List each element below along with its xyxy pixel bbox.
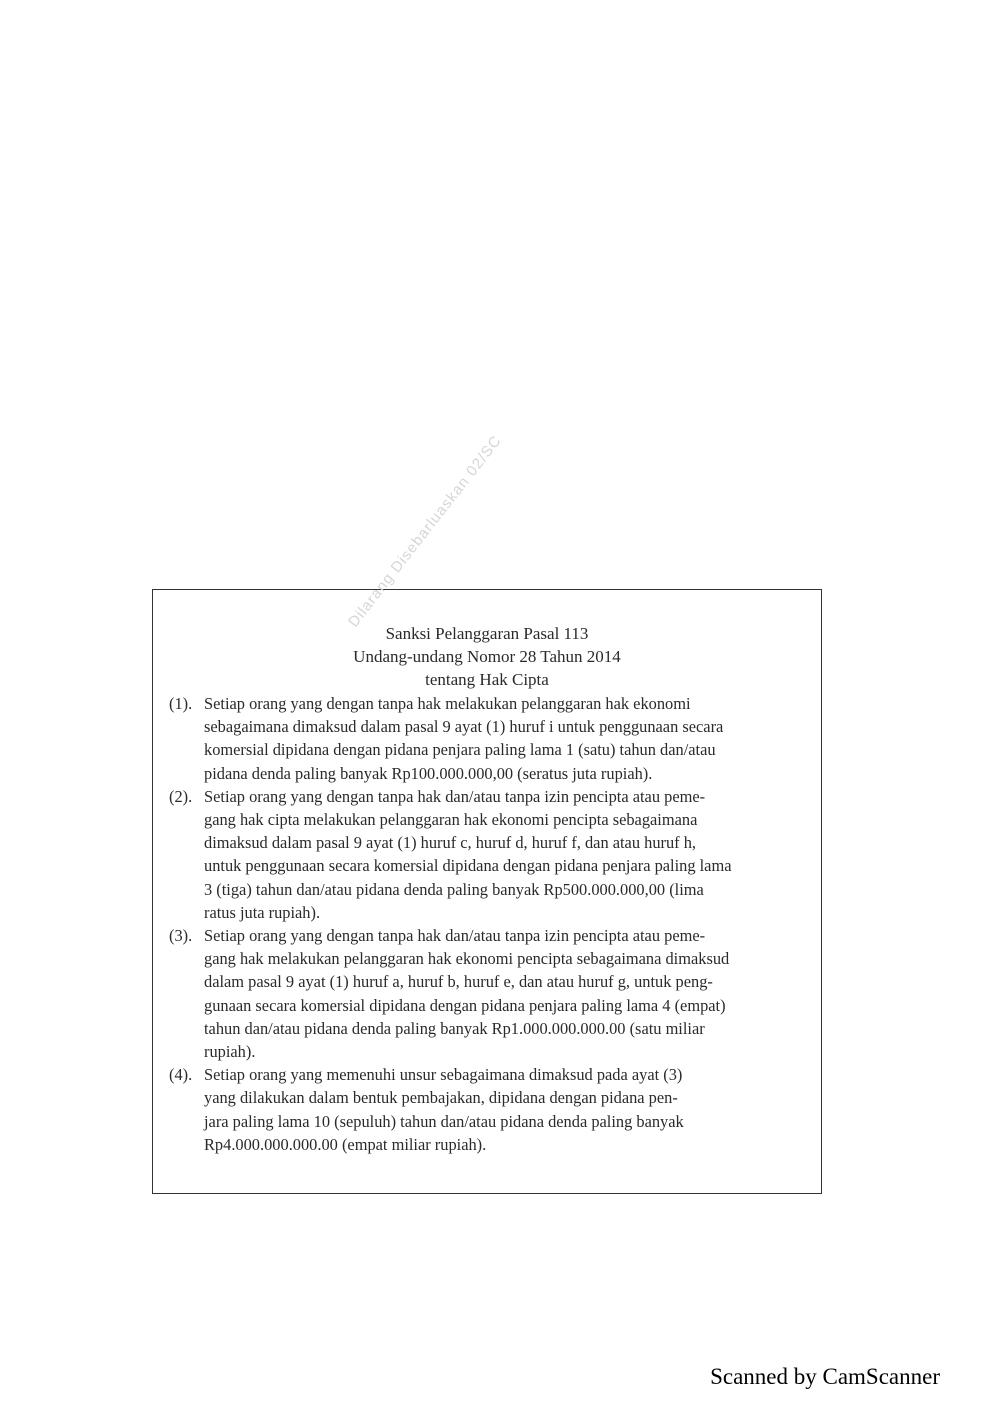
item-line: Rp4.000.000.000.00 (empat miliar rupiah). [204,1134,487,1154]
sanction-item-3 [169,924,814,1063]
sanction-item-4 [169,1063,814,1156]
item-line: dalam pasal 9 ayat (1) huruf a, huruf b, huruf e, dan atau huruf g, untuk peng- [204,972,713,992]
item-number: (1). [169,694,193,713]
sanction-item-1 [169,692,814,785]
watermark: Dilarang Disebarluaskan 02/SC [345,432,506,631]
item-text [204,785,814,924]
item-number: (2). [169,786,193,806]
heading-line-1: Sanksi Pelanggaran Pasal 113 [385,624,589,643]
sanction-item-2 [169,785,814,924]
sanction-box [152,589,822,1194]
item-line: tahun dan/atau pidana denda paling banyak Rp1.000.000.000.00 (satu miliar [204,1018,705,1038]
item-line: Setiap orang yang dengan tanpa hak melakukan pelanggaran hak ekonomi [204,694,691,713]
item-line: gang hak cipta melakukan pelanggaran hak ekonomi pencipta sebagaimana [204,810,698,830]
item-line: sebagaimana dimaksud dalam pasal 9 ayat (1) huruf i untuk penggunaan secara [204,717,724,737]
sanction-heading [153,622,821,691]
sanction-items [169,692,814,1156]
item-line: 3 (tiga) tahun dan/atau pidana denda paling banyak Rp500.000.000,00 (lima [204,879,704,899]
item-line: jara paling lama 10 (sepuluh) tahun dan/atau pidana denda paling banyak [204,1111,684,1131]
item-text [204,924,814,1063]
item-line: gang hak melakukan pelanggaran hak ekonomi pencipta sebagaimana dimaksud [204,949,730,969]
heading-line-2: Undang-undang Nomor 28 Tahun 2014 [353,647,621,666]
item-number: (3). [169,926,193,946]
item-line: Setiap orang yang memenuhi unsur sebagaimana dimaksud pada ayat (3) [204,1065,683,1085]
item-line: yang dilakukan dalam bentuk pembajakan, dipidana dengan pidana pen- [204,1088,678,1108]
item-line: komersial dipidana dengan pidana penjara paling lama 1 (satu) tahun dan/atau [204,740,716,760]
camscanner-footer: Scanned by CamScanner [710,1364,940,1389]
item-line: pidana denda paling banyak Rp100.000.000,00 (seratus juta rupiah). [204,763,653,783]
item-text [204,692,814,785]
item-line: ratus juta rupiah). [204,902,321,922]
item-line: untuk penggunaan secara komersial dipidana dengan pidana penjara paling lama [204,856,732,876]
heading-line-3: tentang Hak Cipta [425,670,549,689]
item-line: gunaan secara komersial dipidana dengan pidana penjara paling lama 4 (empat) [204,995,726,1015]
item-line: Setiap orang yang dengan tanpa hak dan/atau tanpa izin pencipta atau peme- [204,926,706,946]
item-line: rupiah). [204,1042,256,1062]
item-line: Setiap orang yang dengan tanpa hak dan/atau tanpa izin pencipta atau peme- [204,786,706,806]
item-number: (4). [169,1065,193,1085]
item-line: dimaksud dalam pasal 9 ayat (1) huruf c, huruf d, huruf f, dan atau huruf h, [204,833,697,853]
item-text [204,1063,814,1156]
